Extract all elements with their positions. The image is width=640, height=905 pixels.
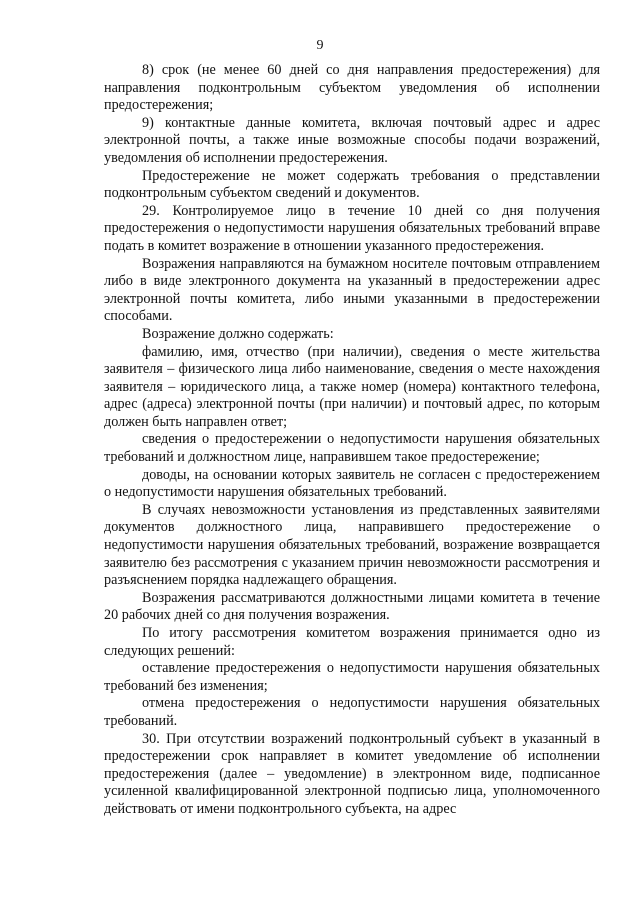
page-number: 9 [316, 38, 324, 53]
paragraph-objection-arguments: доводы, на основании которых заявитель не согласен с предостережением о недопустимости нарушения обязательных требований. [104, 466, 600, 501]
paragraph-objection-return: В случаях невозможности установления из представленных заявителями документов должностного лица, направившего предостережение о недопустимости нарушения обязательных требований, возражение возвращается заявителю без рассмотрения с указанием причин невозможности рассмотрения и разъяснением порядка надлежащего обращения. [104, 501, 600, 589]
paragraph-decision-cancel: отмена предостережения о недопустимости нарушения обязательных требований. [104, 695, 600, 729]
paragraph-item-8: 8) срок (не менее 60 дней со дня направления предостережения) для направления подконтрольным субъектом уведомления об исполнении предостережения; [104, 62, 600, 114]
paragraph-objection-contents-intro: Возражение должно содержать: [142, 325, 334, 342]
paragraph-clause-29: 29. Контролируемое лицо в течение 10 дней со дня получения предостережения о недопустимости нарушения обязательных требований вправе подать в комитет возражение в отношении указанного предостережения. [104, 202, 600, 254]
paragraph-objection-warning-details: сведения о предостережении о недопустимости нарушения обязательных требований и должностном лице, направившем такое предостережение; [104, 431, 600, 466]
paragraph-objection-review-term: Возражения рассматриваются должностными лицами комитета в течение 20 рабочих дней со дня получения возражения. [104, 589, 600, 624]
paragraph-objection-applicant-details: фамилию, имя, отчество (при наличии), сведения о месте жительства заявителя – физического лица либо наименование, сведения о месте нахождения заявителя – юридического лица, а также номер (номера) контактного телефона, адрес (адреса) электронной почты (при наличии) и почтовый адрес, по которым должен быть направлен ответ; [104, 343, 600, 430]
paragraph-decision-keep: оставление предостережения о недопустимости нарушения обязательных требований без изменения; [104, 660, 600, 694]
paragraph-requirements-limit: Предостережение не может содержать требования о представлении подконтрольным субъектом сведений и документов. [104, 167, 600, 202]
paragraph-item-9: 9) контактные данные комитета, включая почтовый адрес и адрес электронной почты, а также иные возможные способы подачи возражений, уведомления об исполнении предостережения. [104, 114, 600, 166]
document-body [104, 62, 600, 819]
paragraph-objection-delivery: Возражения направляются на бумажном носителе почтовым отправлением либо в виде электронного документа на указанный в предостережении адрес электронной почты комитета, либо иными указанными в предостережении способами. [104, 255, 600, 325]
paragraph-clause-30: 30. При отсутствии возражений подконтрольный субъект в указанный в предостережении срок направляет в комитет уведомление об исполнении предостережения (далее – уведомление) в электронном виде, подписанное усиленной квалифицированной электронной подписью лица, уполномоченного действовать от имени подконтрольного субъекта, на адрес [104, 730, 600, 817]
paragraph-review-decisions-intro: По итогу рассмотрения комитетом возражения принимается одно из следующих решений: [104, 625, 600, 659]
